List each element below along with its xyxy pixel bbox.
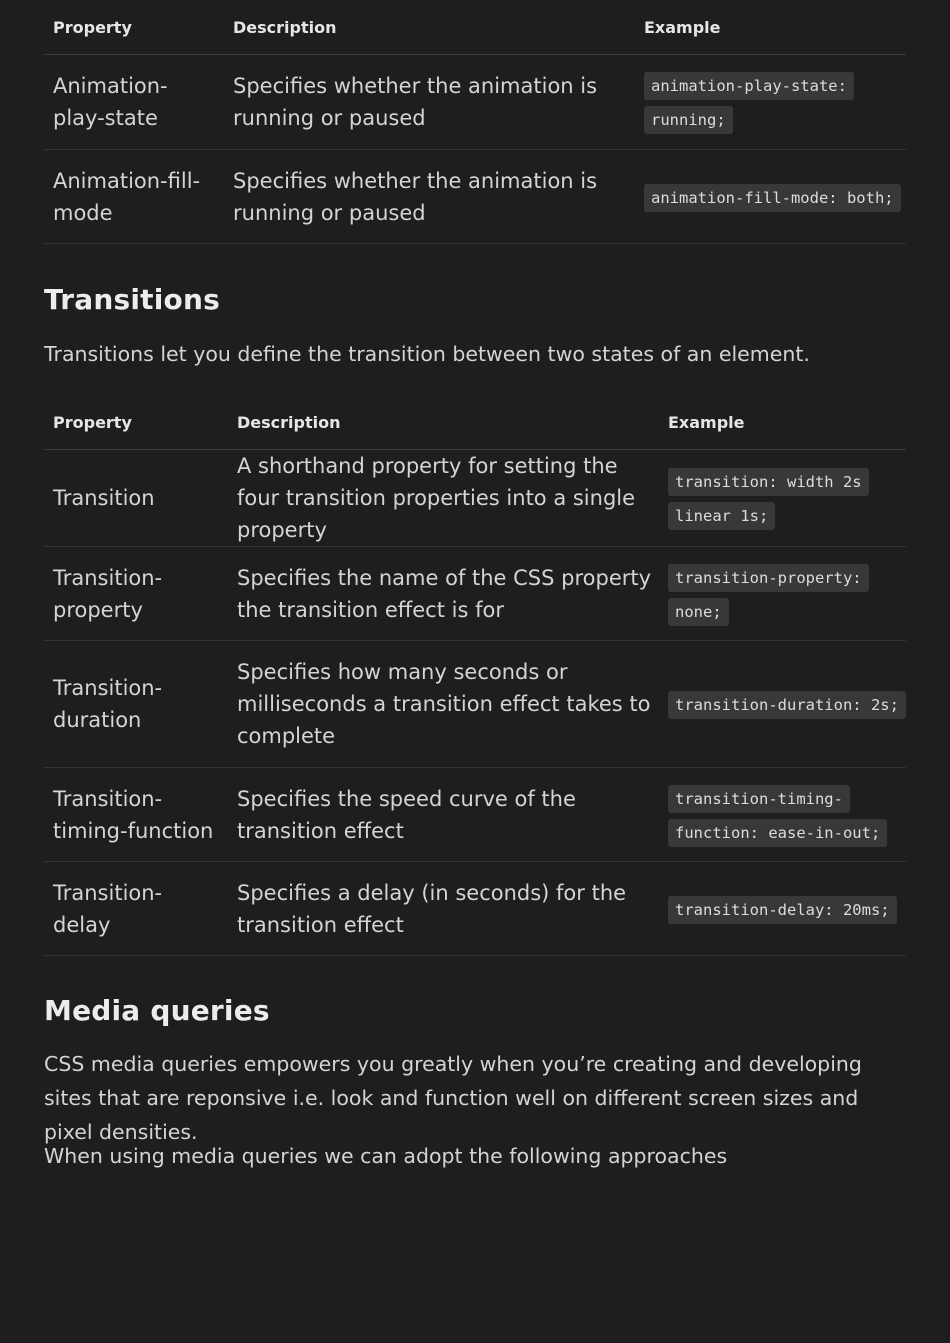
example-cell xyxy=(644,150,906,244)
column-header-example: Example xyxy=(668,395,906,450)
table-header-row xyxy=(44,395,906,450)
description-cell: Specifies how many seconds or milliseconds a transition effect takes to complete xyxy=(228,641,668,768)
transition-properties-table xyxy=(44,395,906,956)
section-heading-media-queries: Media queries xyxy=(44,994,270,1027)
table-row xyxy=(44,547,906,641)
transitions-intro-paragraph: Transitions let you define the transition between two states of an element. xyxy=(44,342,810,366)
column-header-property: Property xyxy=(44,395,228,450)
property-cell: Transition-property xyxy=(44,547,228,641)
table-row xyxy=(44,450,906,547)
property-cell: Animation-play-state xyxy=(44,55,224,150)
description-cell: Specifies a delay (in seconds) for the transition effect xyxy=(228,862,668,956)
example-cell xyxy=(668,450,906,547)
code-snippet: transition-property: none; xyxy=(668,564,869,626)
media-queries-approaches-paragraph: When using media queries we can adopt the following approaches xyxy=(44,1144,728,1168)
table-row xyxy=(44,641,906,768)
property-cell: Transition-timing-function xyxy=(44,768,228,862)
table-header-row xyxy=(44,0,906,55)
description-cell: Specifies the speed curve of the transition effect xyxy=(228,768,668,862)
animation-properties-table xyxy=(44,0,906,244)
table-row xyxy=(44,150,906,244)
property-cell: Animation-fill-mode xyxy=(44,150,224,244)
example-cell xyxy=(668,862,906,956)
column-header-property: Property xyxy=(44,0,224,55)
description-cell: Specifies the name of the CSS property the transition effect is for xyxy=(228,547,668,641)
code-snippet: transition-timing-function: ease-in-out; xyxy=(668,785,887,847)
example-cell xyxy=(668,641,906,768)
code-snippet: animation-play-state: running; xyxy=(644,72,854,134)
column-header-example: Example xyxy=(644,0,906,55)
description-cell: Specifies whether the animation is running or paused xyxy=(224,150,644,244)
code-snippet: transition: width 2s linear 1s; xyxy=(668,468,869,530)
property-cell: Transition xyxy=(44,450,228,547)
table-row xyxy=(44,862,906,956)
example-cell xyxy=(644,55,906,150)
description-cell: Specifies whether the animation is running or paused xyxy=(224,55,644,150)
property-cell: Transition-duration xyxy=(44,641,228,768)
section-heading-transitions: Transitions xyxy=(44,283,220,316)
table-row xyxy=(44,768,906,862)
code-snippet: transition-delay: 20ms; xyxy=(668,896,897,924)
media-queries-paragraph: CSS media queries empowers you greatly when you’re creating and developing sites that are reponsive i.e. look and function well on different screen sizes and pixel densities. xyxy=(44,1052,862,1144)
table-row xyxy=(44,55,906,150)
column-header-description: Description xyxy=(228,395,668,450)
property-cell: Transition-delay xyxy=(44,862,228,956)
example-cell xyxy=(668,768,906,862)
column-header-description: Description xyxy=(224,0,644,55)
code-snippet: animation-fill-mode: both; xyxy=(644,184,901,212)
description-cell: A shorthand property for setting the four transition properties into a single property xyxy=(228,450,668,547)
code-snippet: transition-duration: 2s; xyxy=(668,691,906,719)
example-cell xyxy=(668,547,906,641)
